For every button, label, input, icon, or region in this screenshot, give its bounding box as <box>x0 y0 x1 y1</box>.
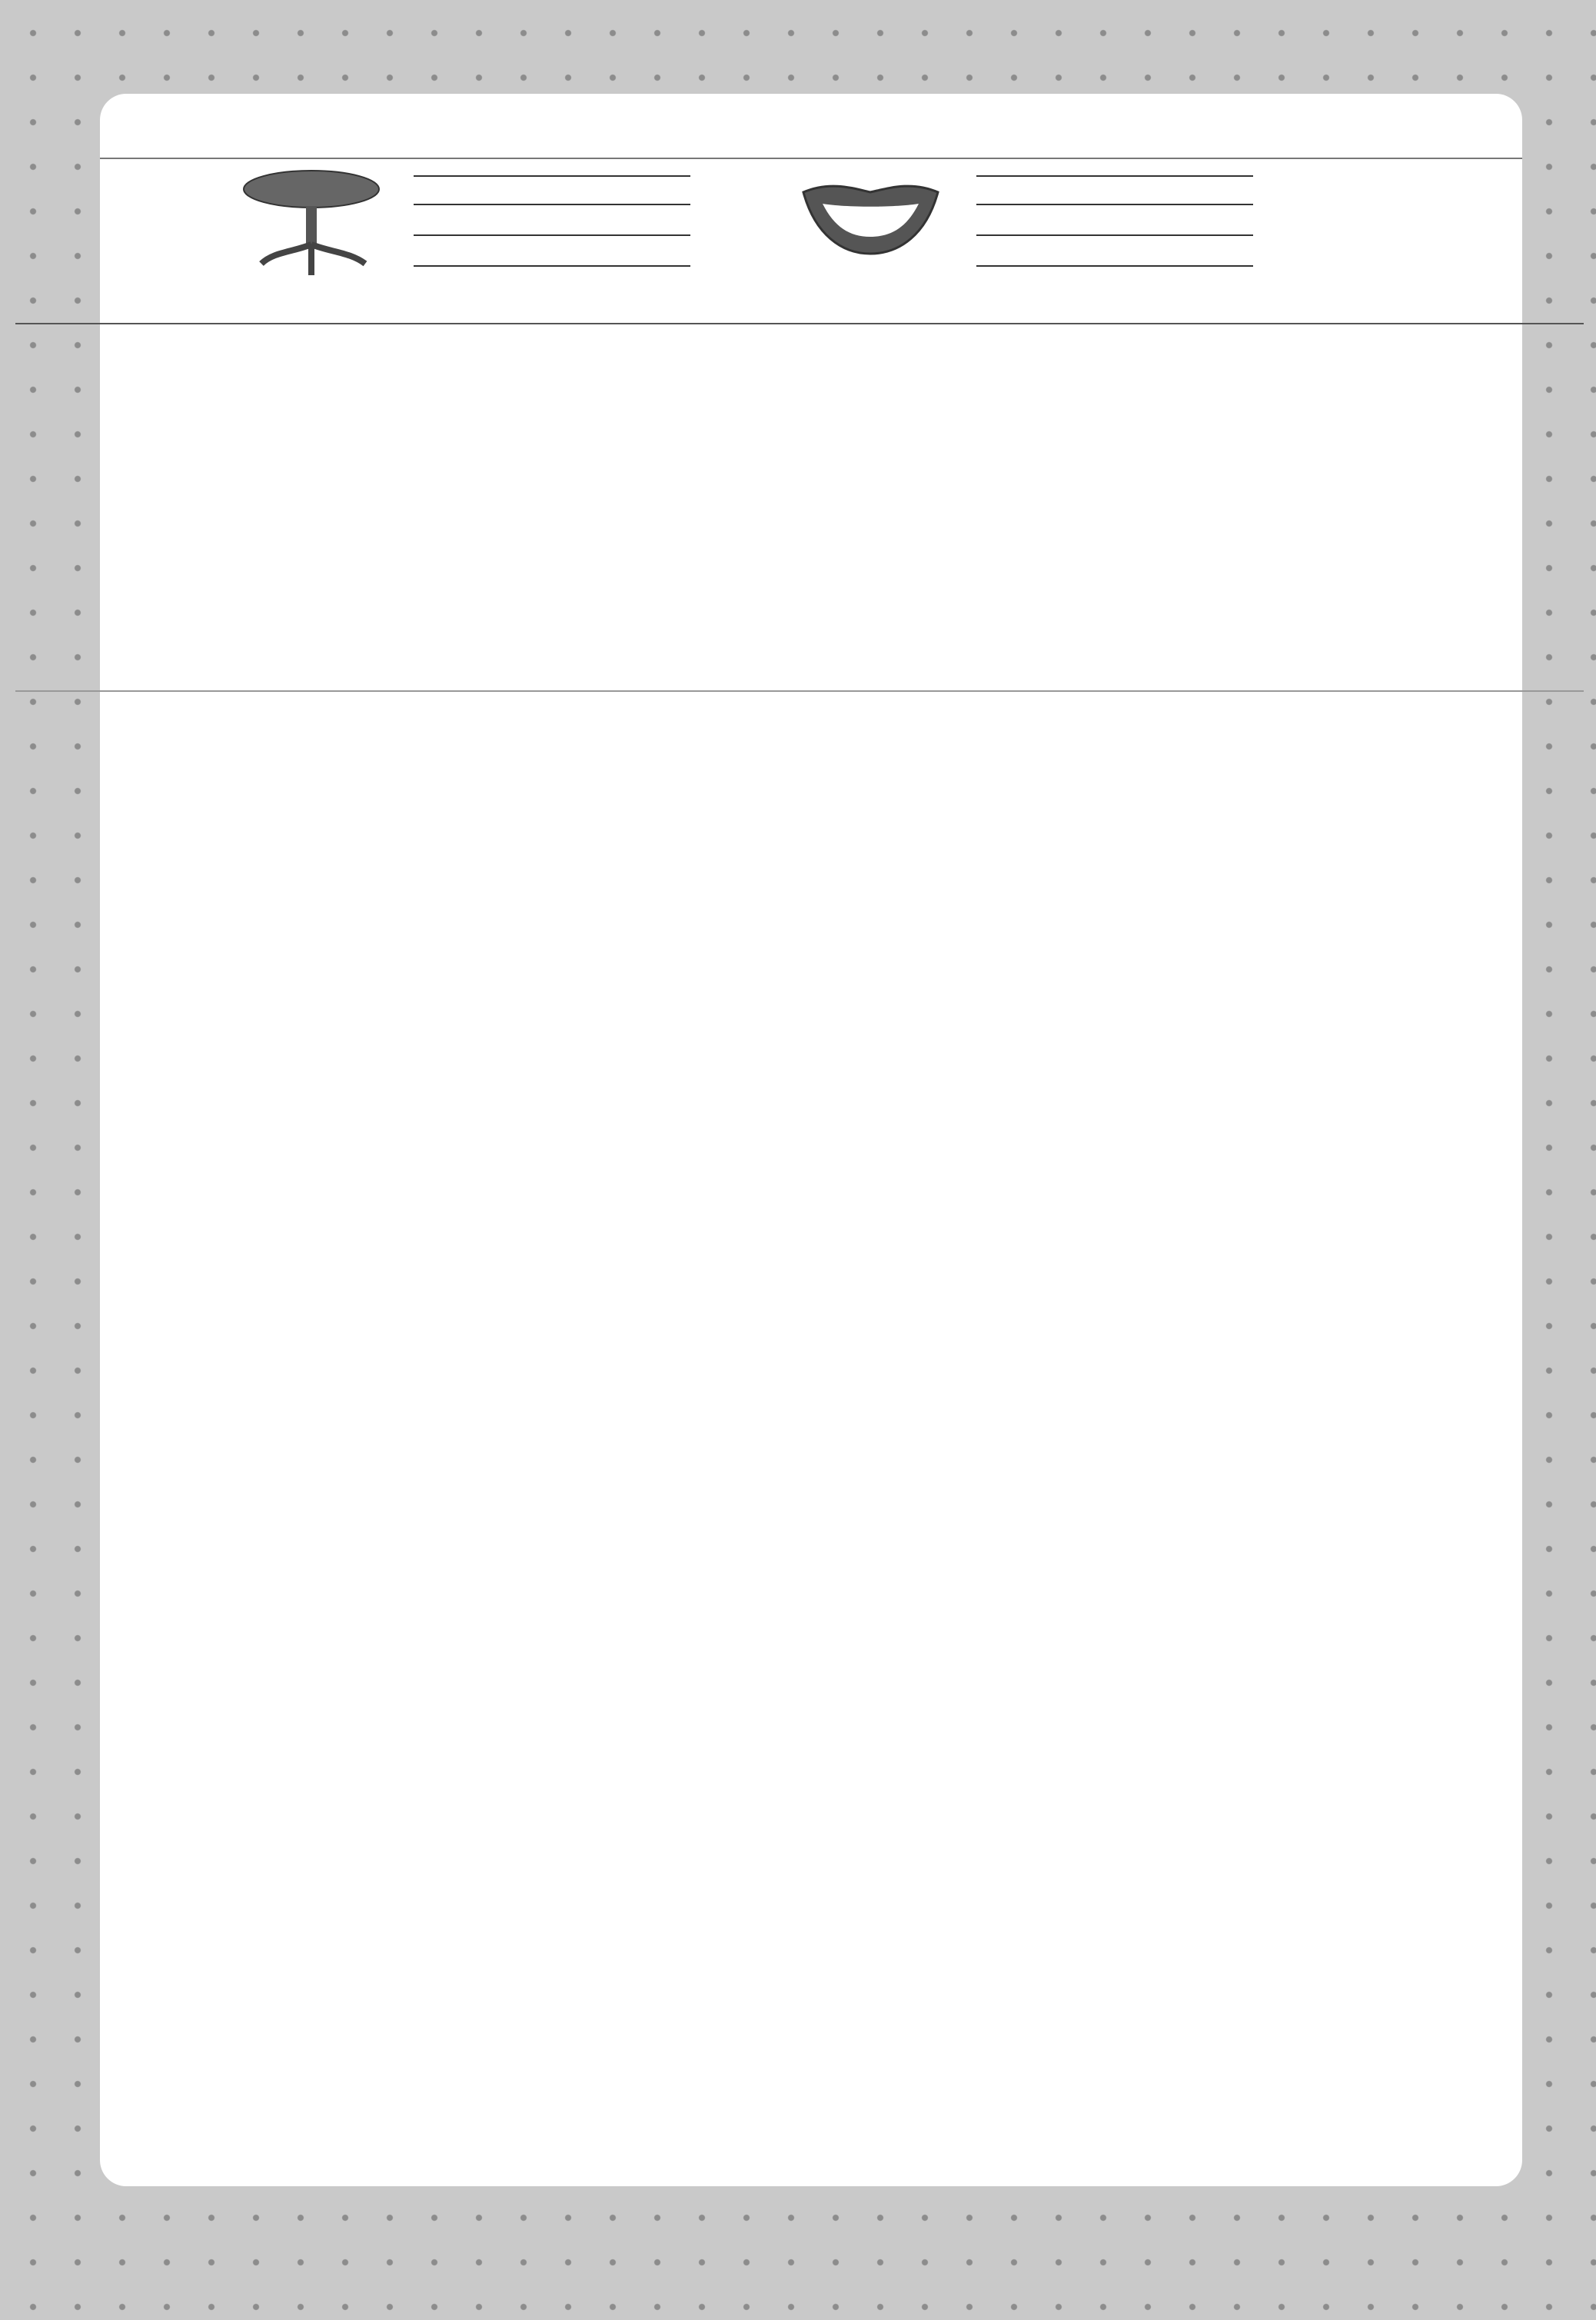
mouth-picture <box>800 177 942 261</box>
scan-line <box>15 323 1584 324</box>
answer-line <box>976 265 1253 267</box>
answer-line <box>414 265 690 267</box>
answer-line <box>976 175 1253 177</box>
answer-line <box>976 234 1253 236</box>
answer-line <box>976 204 1253 205</box>
answer-line <box>414 204 690 205</box>
answer-line <box>414 175 690 177</box>
scan-line <box>100 158 1522 159</box>
table-picture <box>238 168 384 279</box>
answer-line <box>414 234 690 236</box>
worksheet-page <box>100 94 1522 2186</box>
scan-line <box>15 690 1584 692</box>
